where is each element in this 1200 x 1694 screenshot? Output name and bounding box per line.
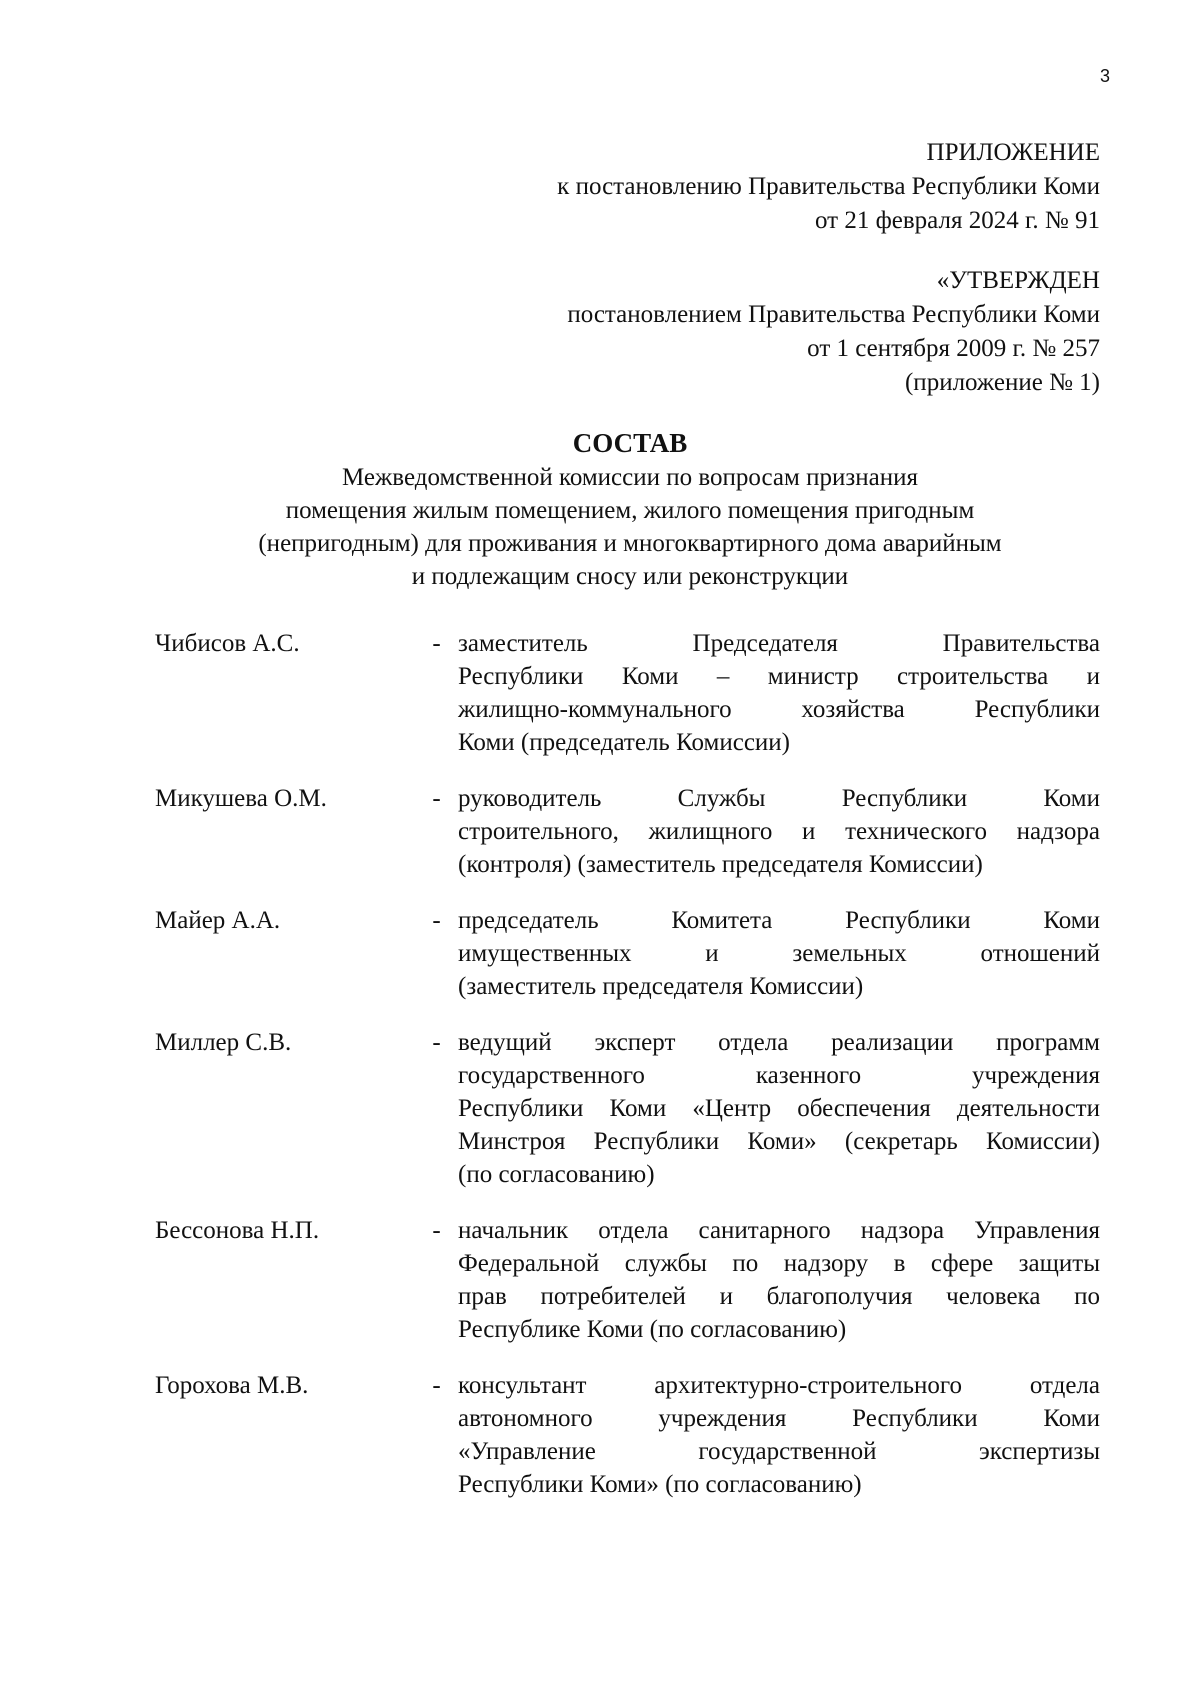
subtitle-line: и подлежащим сносу или реконструкции xyxy=(411,563,849,590)
member-row xyxy=(155,627,1100,759)
page-number: 3 xyxy=(1099,66,1110,86)
role-line: автономного учреждения Республики Коми xyxy=(458,1405,1100,1432)
member-dash: - xyxy=(432,630,441,657)
approved-line: «УТВЕРЖДЕН xyxy=(936,267,1100,294)
member-row xyxy=(155,904,1100,1003)
appendix-header xyxy=(557,136,1100,238)
member-row xyxy=(155,1369,1100,1501)
role-line: Федеральной службы по надзору в сфере защиты xyxy=(458,1250,1100,1277)
approved-header xyxy=(567,264,1100,400)
member-role xyxy=(458,782,1100,881)
subtitle-line: Межведомственной комиссии по вопросам признания xyxy=(342,464,918,491)
member-role xyxy=(458,627,1100,759)
member-dash: - xyxy=(432,1372,441,1399)
appendix-line: ПРИЛОЖЕНИЕ xyxy=(926,139,1100,166)
role-line: прав потребителей и благополучия человека по xyxy=(458,1283,1100,1310)
member-row xyxy=(155,1026,1100,1191)
member-name: Микушева О.М. xyxy=(155,785,327,812)
member-dash: - xyxy=(432,1029,441,1056)
member-name: Майер А.А. xyxy=(155,907,281,934)
role-line: руководитель Службы Республики Коми xyxy=(458,785,1100,812)
role-line: жилищно-коммунального хозяйства Республики xyxy=(458,696,1100,723)
role-line: (по согласованию) xyxy=(458,1161,655,1188)
role-line: Минстроя Республики Коми» (секретарь Комиссии) xyxy=(458,1128,1100,1155)
subtitle-line: помещения жилым помещением, жилого помещения пригодным xyxy=(285,497,975,524)
subtitle-line: (непригодным) для проживания и многоквартирного дома аварийным xyxy=(258,530,1002,557)
approved-line: постановлением Правительства Республики Коми xyxy=(567,301,1100,328)
member-name: Чибисов А.С. xyxy=(155,630,300,657)
role-line: заместитель Председателя Правительства xyxy=(458,630,1100,657)
role-line: Коми (председатель Комиссии) xyxy=(458,729,791,756)
member-name: Миллер С.В. xyxy=(155,1029,292,1056)
role-line: (заместитель председателя Комиссии) xyxy=(458,973,864,1000)
role-line: строительного, жилищного и технического надзора xyxy=(458,818,1100,845)
role-line: ведущий эксперт отдела реализации программ xyxy=(458,1029,1100,1056)
role-line: государственного казенного учреждения xyxy=(458,1062,1100,1089)
member-dash: - xyxy=(432,1217,441,1244)
approved-line: от 1 сентября 2009 г. № 257 xyxy=(807,335,1100,362)
appendix-line: от 21 февраля 2024 г. № 91 xyxy=(814,207,1100,234)
members-list xyxy=(155,627,1100,1501)
member-role xyxy=(458,1026,1100,1191)
member-name: Бессонова Н.П. xyxy=(155,1217,320,1244)
role-line: начальник отдела санитарного надзора Управления xyxy=(458,1217,1100,1244)
role-line: председатель Комитета Республики Коми xyxy=(458,907,1100,934)
member-role xyxy=(458,1214,1100,1346)
role-line: консультант архитектурно-строительного отдела xyxy=(458,1372,1100,1399)
role-line: «Управление государственной экспертизы xyxy=(458,1438,1100,1465)
member-role xyxy=(458,1369,1100,1501)
role-line: Республике Коми (по согласованию) xyxy=(458,1316,847,1343)
document-title: СОСТАВ xyxy=(572,428,688,458)
member-row xyxy=(155,1214,1100,1346)
role-line: Республики Коми «Центр обеспечения деятельности xyxy=(458,1095,1100,1122)
role-line: Республики Коми – министр строительства и xyxy=(458,663,1100,690)
appendix-line: к постановлению Правительства Республики Коми xyxy=(557,173,1100,200)
role-line: имущественных и земельных отношений xyxy=(458,940,1100,967)
role-line: Республики Коми» (по согласованию) xyxy=(458,1471,862,1498)
approved-line: (приложение № 1) xyxy=(904,369,1100,396)
role-line: (контроля) (заместитель председателя Комиссии) xyxy=(458,851,983,878)
member-row xyxy=(155,782,1100,881)
member-dash: - xyxy=(432,785,441,812)
member-dash: - xyxy=(432,907,441,934)
document-subtitle xyxy=(60,461,1200,593)
member-role xyxy=(458,904,1100,1003)
member-name: Горохова М.В. xyxy=(155,1372,309,1399)
